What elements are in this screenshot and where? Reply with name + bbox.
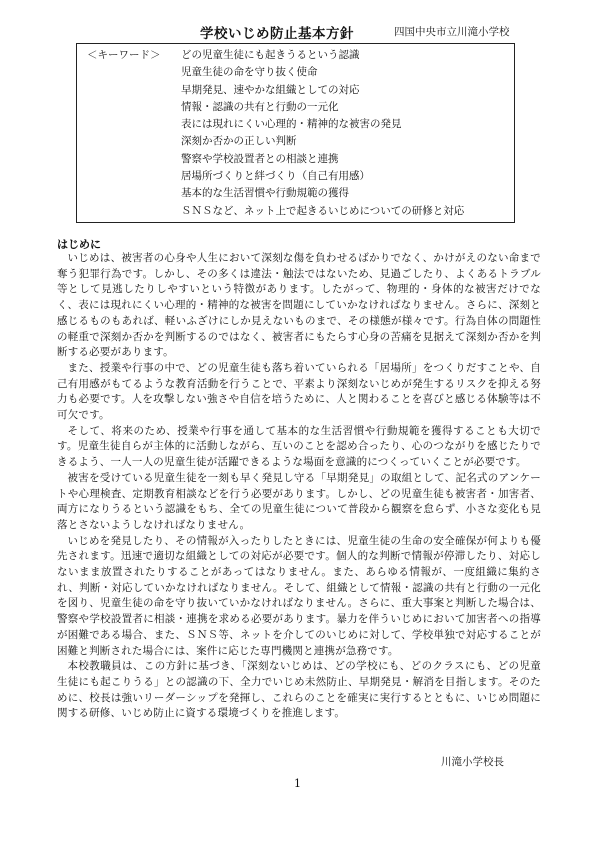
keyword-box — [76, 43, 515, 223]
principal-signature: 川滝小学校長 — [441, 756, 504, 768]
keyword-item: 深刻か否かの正しい判断 — [181, 135, 297, 148]
body-paragraph: いじめは、被害者の心身や人生において深刻な傷を負わせるばかりでなく、かけがえのない命まで奪う犯罪行為です。しかし、その多くは違法・触法ではないため、見過ごしたり、よくあるトラブル等として見逃したりしやすいという特徴があります。したがって、物理的・身体的な被害だけでなく、表には現れにくい心理的・精神的な被害を問題にしていかなければなりません。さらに、深刻と感じるものもあれば、軽いふざけにしか見えないものまで、その様態が様々です。行為自体の問題性の軽重で深刻か否かを判断するのではなく、被害者にもたらす心身の苦痛を見据えて深刻か否かを判断する必要があります。 — [57, 252, 541, 359]
keyword-item: 早期発見、速やかな組織としての対応 — [181, 83, 360, 96]
keyword-item: 情報・認識の共有と行動の一元化 — [181, 100, 339, 113]
keyword-item: 児童生徒の命を守り抜く使命 — [181, 66, 318, 79]
school-name: 四国中央市立川滝小学校 — [394, 26, 510, 38]
keyword-item: 居場所づくりと絆づくり（自己有用感） — [181, 170, 370, 183]
intro-body — [57, 251, 541, 722]
keyword-item: 表には現れにくい心理的・精神的な被害の発見 — [181, 118, 402, 131]
keyword-item: 警察や学校設置者との相談と連携 — [181, 152, 339, 165]
body-paragraph: また、授業や行事の中で、どの児童生徒も落ち着いていられる「居場所」をつくりだすことや、自己有用感がもてるような教育活動を行うことで、平素より深刻ないじめが発生するリスクを抑える努力も必要です。人を攻撃しない強さや自信を培うために、人と関わることを喜びと感じる体験等は不可欠です。 — [57, 361, 541, 422]
page-header — [0, 22, 595, 40]
keyword-label: ＜キーワード＞ — [87, 49, 161, 61]
body-paragraph: そして、将来のため、授業や行事を通して基本的な生活習慣や行動規範を獲得することも大切です。児童生徒自らが主体的に活動しながら、互いのことを認め合ったり、心のつながりを感じたりできるよう、一人一人の児童生徒が活躍できるような場面を意識的につくっていくことが必要です。 — [57, 424, 541, 469]
keyword-item: 基本的な生活習慣や行動規範の獲得 — [181, 187, 349, 200]
keyword-item: どの児童生徒にも起きうるという認識 — [181, 49, 360, 61]
body-paragraph: 本校教職員は、この方針に基づき、「深刻ないじめは、どの学校にも、どのクラスにも、どの児童生徒にも起こりうる」との認識の下、全力でいじめ未然防止、早期発見・解消を目指します。そのために、校長は強いリーダーシップを発揮し、これらのことを確実に実行するとともに、いじめ問題に関する研修、いじめ防止に資する環境づくりを推進します。 — [57, 660, 541, 720]
body-paragraph: いじめを発見したり、その情報が入ったりしたときには、児童生徒の生命の安全確保が何よりも優先されます。迅速で適切な組織としての対応が必要です。個人的な判断で情報が停滞したり、対応しないまま放置されたりすることがあってはなりません。また、あらゆる情報が、一度組織に集約され、判断・対応していかなければなりません。そして、組織として情報・認識の共有と行動の一元化を図り、児童生徒の命を守り抜いていかなければなりません。さらに、重大事案と判断した場合は、警察や学校設置者に相談・連携を求める必要があります。暴力を伴ういじめにおいて加害者への指導が困難である場合、また、ＳＮＳ等、ネットを介してのいじめに対して、学校単独で対応することが困難と判断された場合には、案件に応じた専門機関と連携が急務です。 — [57, 534, 541, 657]
keyword-item: ＳＮＳなど、ネット上で起きるいじめについての研修と対応 — [181, 204, 465, 217]
page-title: 学校いじめ防止基本方針 — [200, 26, 354, 42]
body-paragraph: 被害を受けている児童生徒を一刻も早く発見し守る「早期発見」の取組として、記名式のアンケートや心理検査、定期教育相談などを行う必要があります。しかし、どの児童生徒も被害者・加害者、両方になりうるという認識をもち、全ての児童生徒について普段から観察を怠らず、小さな変化も見落とさないようしなければなりません。 — [57, 471, 541, 531]
section-heading: はじめに — [57, 238, 101, 251]
keyword-list — [181, 47, 464, 220]
page-number: 1 — [294, 777, 301, 790]
